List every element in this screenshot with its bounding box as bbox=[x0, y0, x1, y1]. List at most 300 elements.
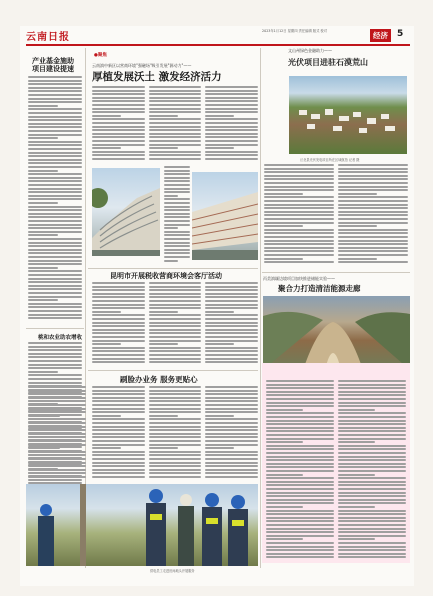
text-line bbox=[92, 108, 145, 110]
bottom-photo-workers bbox=[26, 484, 258, 566]
text-line bbox=[149, 408, 202, 410]
left-headline-line1: 产业基金施助 bbox=[32, 57, 74, 65]
text-line bbox=[338, 499, 406, 501]
text-line bbox=[149, 336, 202, 338]
page-number: 5 bbox=[397, 29, 404, 39]
text-line bbox=[149, 300, 202, 302]
text-line bbox=[28, 382, 82, 384]
text-line bbox=[266, 434, 334, 436]
text-line bbox=[149, 322, 202, 324]
text-line bbox=[28, 267, 58, 269]
text-line bbox=[164, 202, 190, 204]
text-line bbox=[149, 108, 202, 110]
text-line bbox=[266, 452, 334, 454]
text-line bbox=[149, 433, 202, 435]
right-bottom-headline: 聚合力打造清洁能源走廊 bbox=[278, 284, 361, 293]
text-line bbox=[266, 492, 334, 494]
text-line bbox=[205, 447, 234, 449]
text-line bbox=[92, 343, 121, 345]
column-divider bbox=[260, 48, 261, 568]
text-line bbox=[149, 286, 202, 288]
text-line bbox=[338, 506, 375, 508]
text-line bbox=[205, 386, 258, 388]
text-line bbox=[28, 458, 86, 460]
text-line bbox=[28, 191, 82, 193]
text-line bbox=[149, 293, 202, 295]
text-line bbox=[28, 177, 82, 179]
text-line bbox=[164, 227, 178, 229]
text-line bbox=[205, 404, 258, 406]
text-line bbox=[266, 387, 334, 389]
text-line bbox=[338, 513, 406, 515]
text-line bbox=[28, 353, 82, 355]
text-line bbox=[92, 86, 145, 88]
text-line bbox=[28, 123, 82, 125]
text-line bbox=[28, 80, 82, 82]
text-line bbox=[92, 322, 145, 324]
text-line bbox=[338, 531, 406, 533]
text-line bbox=[205, 429, 258, 431]
text-line bbox=[28, 202, 58, 204]
text-line bbox=[264, 225, 303, 227]
text-line bbox=[92, 282, 145, 284]
text-line bbox=[149, 151, 202, 153]
text-line bbox=[338, 488, 406, 490]
text-line bbox=[264, 204, 334, 206]
text-line bbox=[28, 83, 82, 85]
text-line bbox=[205, 462, 258, 464]
issue-date-line: 2023年1月12日 星期四 责任编辑 版式 校对 bbox=[262, 29, 328, 33]
text-line bbox=[164, 256, 190, 258]
text-line bbox=[28, 263, 82, 265]
text-line bbox=[149, 140, 202, 142]
text-line bbox=[28, 105, 58, 107]
text-line bbox=[164, 231, 190, 233]
text-line bbox=[28, 231, 82, 233]
text-line bbox=[149, 476, 202, 478]
text-line bbox=[205, 126, 258, 128]
text-line bbox=[205, 300, 258, 302]
text-line bbox=[28, 116, 82, 118]
right-bottom-kicker: 丙美滇缅边境项目加快推进储能实验—— bbox=[263, 276, 335, 281]
text-line bbox=[28, 447, 60, 449]
text-line bbox=[338, 164, 408, 166]
text-line bbox=[205, 476, 258, 478]
text-line bbox=[28, 238, 82, 240]
section-divider bbox=[262, 272, 410, 273]
text-line bbox=[264, 193, 303, 195]
text-line bbox=[28, 367, 82, 369]
text-line bbox=[28, 296, 82, 298]
text-line bbox=[28, 76, 82, 78]
text-line bbox=[28, 87, 82, 89]
text-line bbox=[338, 438, 406, 440]
text-line bbox=[266, 477, 334, 479]
text-line bbox=[205, 444, 258, 446]
text-line bbox=[92, 347, 145, 349]
text-line bbox=[28, 440, 86, 442]
text-line bbox=[28, 101, 82, 103]
text-line bbox=[205, 129, 258, 131]
text-line bbox=[28, 285, 82, 287]
text-line bbox=[92, 433, 145, 435]
text-line bbox=[205, 397, 258, 399]
text-line bbox=[338, 222, 408, 224]
masthead: 云南日报 bbox=[26, 32, 70, 43]
text-line bbox=[28, 188, 82, 190]
text-line bbox=[164, 184, 190, 186]
text-line bbox=[338, 243, 408, 245]
text-line bbox=[28, 173, 82, 175]
text-line bbox=[149, 393, 202, 395]
text-line bbox=[28, 245, 82, 247]
text-line bbox=[28, 465, 86, 467]
text-line bbox=[205, 336, 258, 338]
lead-photo-building-1 bbox=[92, 168, 160, 256]
text-line bbox=[338, 168, 408, 170]
text-line bbox=[205, 122, 258, 124]
text-line bbox=[92, 293, 145, 295]
text-line bbox=[92, 411, 145, 413]
text-line bbox=[92, 458, 145, 460]
text-line bbox=[205, 115, 234, 117]
text-line bbox=[164, 177, 190, 179]
text-line bbox=[28, 278, 82, 280]
text-line bbox=[149, 115, 178, 117]
text-line bbox=[28, 227, 82, 229]
text-line bbox=[205, 307, 258, 309]
text-line bbox=[28, 390, 86, 392]
text-line bbox=[28, 378, 82, 380]
text-line bbox=[149, 97, 202, 99]
text-line bbox=[92, 476, 145, 478]
text-line bbox=[264, 254, 334, 256]
text-line bbox=[338, 423, 406, 425]
text-line bbox=[338, 416, 406, 418]
text-line bbox=[149, 289, 202, 291]
bottom-headline: 刷脸办业务 服务更贴心 bbox=[120, 375, 198, 384]
text-line bbox=[164, 195, 178, 197]
lead-kicker: 云南滇中新区以营商环境"强磁场"吸引发展"源动力"—— bbox=[92, 63, 192, 68]
text-line bbox=[92, 440, 145, 442]
text-line bbox=[266, 380, 334, 382]
text-line bbox=[28, 479, 82, 481]
text-line bbox=[264, 175, 334, 177]
text-line bbox=[28, 155, 82, 157]
text-line bbox=[338, 229, 408, 231]
text-line bbox=[28, 98, 82, 100]
text-line bbox=[338, 200, 408, 202]
text-line bbox=[149, 429, 202, 431]
text-line bbox=[149, 104, 202, 106]
text-line bbox=[149, 451, 202, 453]
text-line bbox=[28, 342, 82, 344]
text-line bbox=[264, 182, 334, 184]
text-line bbox=[266, 495, 334, 497]
text-line bbox=[205, 286, 258, 288]
text-line bbox=[205, 440, 258, 442]
text-line bbox=[92, 90, 145, 92]
text-line bbox=[338, 553, 406, 555]
text-line bbox=[28, 299, 58, 301]
text-line bbox=[205, 361, 258, 363]
text-line bbox=[92, 386, 145, 388]
text-line bbox=[266, 474, 303, 476]
text-line bbox=[338, 240, 408, 242]
text-line bbox=[28, 310, 82, 312]
text-line bbox=[92, 393, 145, 395]
text-line bbox=[28, 94, 82, 96]
text-line bbox=[205, 293, 258, 295]
text-line bbox=[164, 170, 190, 172]
text-line bbox=[92, 147, 121, 149]
text-line bbox=[28, 213, 82, 215]
text-line bbox=[92, 329, 145, 331]
text-line bbox=[92, 122, 145, 124]
text-line bbox=[205, 311, 234, 313]
text-line bbox=[266, 510, 334, 512]
text-line bbox=[205, 390, 258, 392]
text-line bbox=[92, 465, 145, 467]
text-line bbox=[338, 542, 406, 544]
text-line bbox=[338, 387, 406, 389]
text-line bbox=[264, 164, 334, 166]
right-top-photo-village bbox=[289, 76, 407, 154]
text-line bbox=[28, 429, 86, 431]
text-line bbox=[164, 173, 190, 175]
text-line bbox=[92, 133, 145, 135]
text-line bbox=[264, 258, 303, 260]
text-line bbox=[338, 546, 406, 548]
text-line bbox=[92, 336, 145, 338]
text-line bbox=[338, 517, 406, 519]
text-line bbox=[28, 393, 86, 395]
text-line bbox=[164, 249, 190, 251]
text-line bbox=[149, 126, 202, 128]
text-line bbox=[149, 282, 202, 284]
lead-tag: ●聚焦 bbox=[94, 53, 107, 58]
text-line bbox=[264, 236, 334, 238]
header-rule bbox=[26, 44, 410, 46]
text-line bbox=[266, 517, 334, 519]
text-line bbox=[205, 393, 258, 395]
text-line bbox=[149, 311, 178, 313]
text-line bbox=[92, 151, 145, 153]
text-line bbox=[264, 243, 334, 245]
text-line bbox=[28, 317, 82, 319]
text-line bbox=[338, 186, 408, 188]
text-line bbox=[92, 390, 145, 392]
text-line bbox=[338, 434, 406, 436]
text-line bbox=[266, 441, 303, 443]
text-line bbox=[338, 492, 406, 494]
right-top-caption: 丘北县光伏发电项目所在区域航拍 记者 摄 bbox=[300, 158, 360, 162]
text-line bbox=[264, 168, 334, 170]
text-line bbox=[92, 93, 145, 95]
text-line bbox=[266, 481, 334, 483]
text-line bbox=[92, 144, 145, 146]
text-line bbox=[338, 481, 406, 483]
text-line bbox=[92, 289, 145, 291]
text-line bbox=[338, 204, 408, 206]
text-line bbox=[92, 358, 145, 360]
text-line bbox=[28, 314, 82, 316]
text-line bbox=[164, 206, 190, 208]
text-line bbox=[264, 240, 334, 242]
text-line bbox=[149, 422, 202, 424]
text-line bbox=[28, 224, 82, 226]
text-line bbox=[266, 398, 334, 400]
text-line bbox=[149, 93, 202, 95]
text-line bbox=[205, 451, 258, 453]
text-line bbox=[338, 445, 406, 447]
text-line bbox=[149, 358, 202, 360]
text-line bbox=[149, 304, 202, 306]
text-line bbox=[338, 398, 406, 400]
text-line bbox=[338, 261, 408, 263]
text-line bbox=[164, 260, 178, 262]
text-line bbox=[28, 444, 86, 446]
text-line bbox=[264, 211, 334, 213]
text-line bbox=[92, 447, 121, 449]
text-line bbox=[205, 465, 258, 467]
right-top-headline: 光伏项目进驻石漠荒山 bbox=[288, 58, 368, 67]
text-line bbox=[92, 126, 145, 128]
text-line bbox=[205, 469, 258, 471]
bottom-caption: 供电员工走进田间地头开展服务 bbox=[150, 569, 195, 573]
text-line bbox=[338, 402, 406, 404]
text-line bbox=[149, 329, 202, 331]
left-headline-line2: 项目建设提速 bbox=[32, 65, 74, 73]
text-line bbox=[92, 158, 145, 160]
text-line bbox=[28, 249, 82, 251]
text-line bbox=[149, 462, 202, 464]
text-line bbox=[266, 524, 334, 526]
text-line bbox=[92, 140, 145, 142]
text-line bbox=[149, 347, 202, 349]
text-line bbox=[149, 444, 202, 446]
text-line bbox=[264, 229, 334, 231]
text-line bbox=[266, 405, 334, 407]
text-line bbox=[149, 390, 202, 392]
text-line bbox=[205, 347, 258, 349]
text-line bbox=[149, 86, 202, 88]
text-line bbox=[338, 225, 377, 227]
text-line bbox=[205, 133, 258, 135]
text-line bbox=[338, 236, 408, 238]
text-line bbox=[92, 354, 145, 356]
text-line bbox=[164, 224, 190, 226]
text-line bbox=[149, 415, 178, 417]
text-line bbox=[264, 261, 334, 263]
text-line bbox=[28, 220, 82, 222]
text-line bbox=[149, 404, 202, 406]
text-line bbox=[266, 513, 334, 515]
text-line bbox=[92, 307, 145, 309]
text-line bbox=[264, 171, 334, 173]
text-line bbox=[28, 426, 86, 428]
text-line bbox=[92, 397, 145, 399]
lead-photo-building-2 bbox=[192, 172, 258, 260]
text-line bbox=[28, 119, 82, 121]
text-line bbox=[338, 384, 406, 386]
text-line bbox=[28, 408, 86, 410]
text-line bbox=[266, 391, 334, 393]
text-line bbox=[92, 444, 145, 446]
text-line bbox=[149, 447, 178, 449]
text-line bbox=[266, 384, 334, 386]
section-divider bbox=[26, 328, 84, 329]
text-line bbox=[205, 426, 258, 428]
text-line bbox=[28, 469, 86, 471]
text-line bbox=[205, 140, 258, 142]
text-line bbox=[149, 325, 202, 327]
text-line bbox=[205, 282, 258, 284]
text-line bbox=[149, 111, 202, 113]
text-line bbox=[164, 238, 190, 240]
text-line bbox=[28, 404, 86, 406]
text-line bbox=[205, 86, 258, 88]
text-line bbox=[164, 191, 190, 193]
text-line bbox=[149, 318, 202, 320]
text-line bbox=[92, 361, 145, 363]
text-line bbox=[266, 445, 334, 447]
text-line bbox=[28, 159, 82, 161]
section-divider bbox=[88, 370, 258, 371]
section-divider bbox=[88, 268, 258, 269]
text-line bbox=[149, 426, 202, 428]
lead-headline: 厚植发展沃土 激发经济活力 bbox=[92, 71, 222, 83]
text-line bbox=[338, 441, 375, 443]
text-line bbox=[149, 397, 202, 399]
text-line bbox=[205, 111, 258, 113]
text-line bbox=[92, 97, 145, 99]
text-line bbox=[28, 346, 82, 348]
text-line bbox=[28, 134, 82, 136]
text-line bbox=[28, 141, 82, 143]
text-line bbox=[338, 409, 375, 411]
text-line bbox=[28, 462, 86, 464]
text-line bbox=[92, 300, 145, 302]
text-line bbox=[164, 188, 190, 190]
text-line bbox=[266, 546, 334, 548]
text-line bbox=[264, 207, 334, 209]
text-line bbox=[149, 158, 202, 160]
text-line bbox=[28, 397, 86, 399]
text-line bbox=[28, 303, 82, 305]
text-line bbox=[205, 158, 258, 160]
text-line bbox=[266, 416, 334, 418]
text-line bbox=[205, 90, 258, 92]
text-line bbox=[338, 218, 408, 220]
text-line bbox=[338, 528, 406, 530]
text-line bbox=[149, 465, 202, 467]
text-line bbox=[28, 371, 58, 373]
text-line bbox=[205, 322, 258, 324]
text-line bbox=[92, 325, 145, 327]
text-line bbox=[28, 206, 82, 208]
text-line bbox=[205, 340, 258, 342]
text-line bbox=[205, 147, 234, 149]
text-line bbox=[92, 408, 145, 410]
text-line bbox=[338, 535, 406, 537]
text-line bbox=[164, 166, 190, 168]
text-line bbox=[92, 115, 121, 117]
right-bottom-photo-dam bbox=[263, 296, 410, 370]
text-line bbox=[205, 318, 258, 320]
text-line bbox=[338, 474, 375, 476]
text-line bbox=[28, 260, 82, 262]
